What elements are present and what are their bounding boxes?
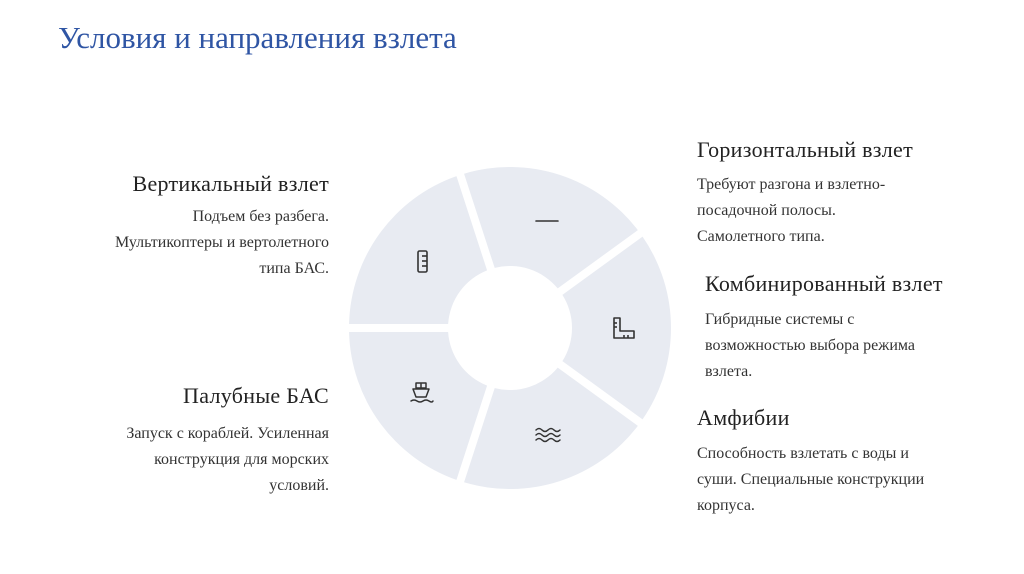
- desc-line: Гибридные системы с: [705, 311, 855, 328]
- desc-line: корпуса.: [697, 497, 755, 514]
- heading-horizontal: Горизонтальный взлет: [697, 137, 914, 162]
- desc-line: типа БАС.: [259, 260, 329, 277]
- desc-line: взлета.: [705, 363, 753, 380]
- desc-amphibian: [697, 441, 924, 519]
- desc-deck: [126, 421, 329, 499]
- heading-amphibian: Амфибии: [697, 405, 790, 430]
- desc-line: посадочной полосы.: [697, 202, 836, 219]
- desc-line: Требуют разгона и взлетно-: [697, 176, 886, 193]
- heading-deck: Палубные БАС: [183, 383, 329, 408]
- desc-line: суши. Специальные конструкции: [697, 471, 925, 488]
- desc-line: Самолетного типа.: [697, 228, 825, 245]
- segment-bottom-left: [349, 332, 487, 480]
- desc-line: конструкция для морских: [154, 451, 329, 468]
- segment-top-left: [349, 176, 487, 324]
- desc-line: Запуск с кораблей. Усиленная: [126, 425, 329, 442]
- desc-line: возможностью выбора режима: [705, 337, 916, 354]
- desc-line: Подъем без разбега.: [192, 208, 329, 225]
- desc-line: Мультикоптеры и вертолетного: [114, 234, 329, 251]
- heading-vertical: Вертикальный взлет: [132, 171, 329, 196]
- desc-combined: [705, 307, 915, 385]
- heading-combined: Комбинированный взлет: [705, 271, 943, 296]
- desc-line: условий.: [269, 477, 329, 494]
- desc-vertical: [115, 204, 329, 282]
- desc-horizontal: [697, 172, 885, 250]
- page-title: Условия и направления взлета: [58, 20, 457, 55]
- desc-line: Способность взлетать с воды и: [697, 445, 909, 462]
